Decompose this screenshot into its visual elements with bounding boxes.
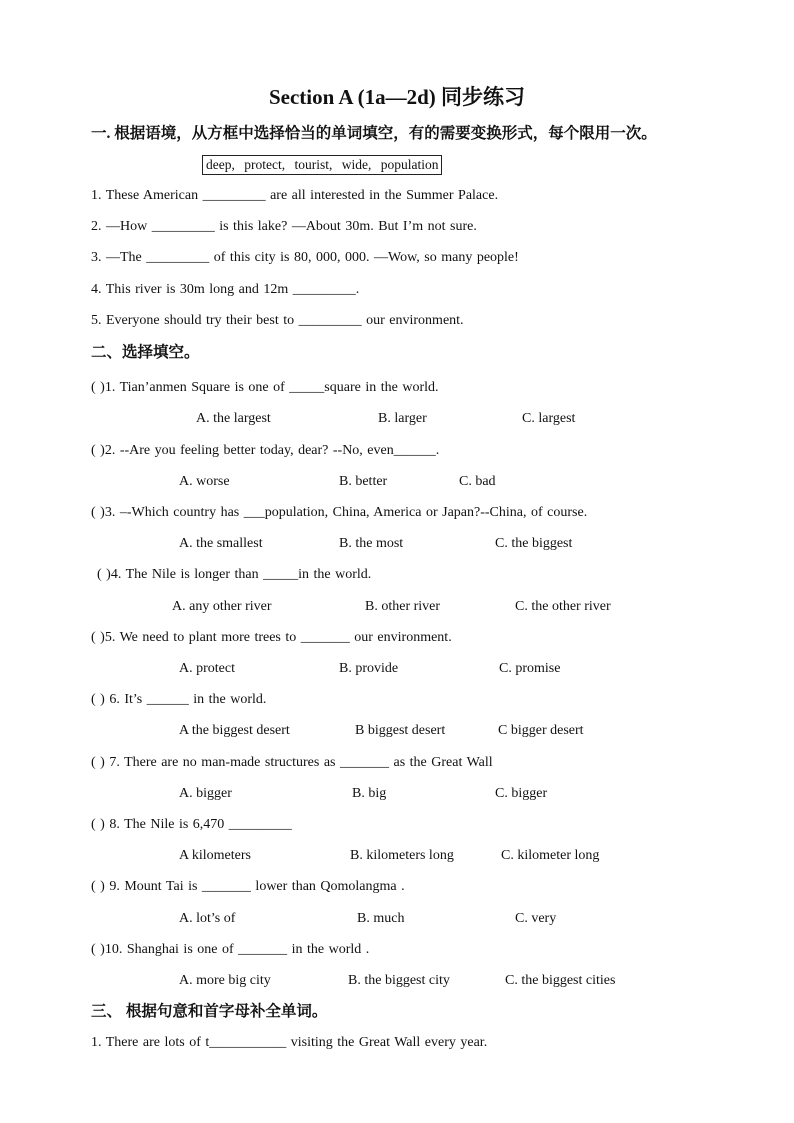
question-1: ( )1. Tian’anmen Square is one of _____square in the world. xyxy=(91,380,439,395)
q9-option-a: A. lot’s of xyxy=(179,911,236,926)
question-6: ( ) 6. It’s ______ in the world. xyxy=(91,692,267,707)
question-9: ( ) 9. Mount Tai is _______ lower than Qomolangma . xyxy=(91,879,405,894)
q3-option-a: A. the smallest xyxy=(179,536,263,551)
section1-heading: 一. 根据语境，从方框中选择恰当的单词填空，有的需要变换形式，每个限用一次。 xyxy=(91,125,657,142)
q10-option-b: B. the biggest city xyxy=(348,973,450,988)
q3-option-b: B. the most xyxy=(339,536,404,551)
fill-item-2: 2. —How _________ is this lake? —About 30m. But I’m not sure. xyxy=(91,219,477,234)
q6-option-b: B biggest desert xyxy=(355,723,446,738)
section3-heading: 三、 根据句意和首字母补全单词。 xyxy=(91,1003,328,1020)
q5-option-b: B. provide xyxy=(339,661,399,676)
q2-option-b: B. better xyxy=(339,474,388,489)
q4-option-a: A. any other river xyxy=(172,599,272,614)
q1-option-a: A. the largest xyxy=(196,411,271,426)
q10-option-a: A. more big city xyxy=(179,973,271,988)
q4-option-b: B. other river xyxy=(365,599,441,614)
question-2: ( )2. --Are you feeling better today, dear? --No, even______. xyxy=(91,443,440,458)
q8-option-a: A kilometers xyxy=(179,848,251,863)
question-10: ( )10. Shanghai is one of _______ in the world . xyxy=(91,942,370,957)
q8-option-c: C. kilometer long xyxy=(501,848,600,863)
q9-option-c: C. very xyxy=(515,911,557,926)
q6-option-a: A the biggest desert xyxy=(179,723,290,738)
q5-option-a: A. protect xyxy=(179,661,235,676)
q5-option-c: C. promise xyxy=(499,661,561,676)
q3-option-c: C. the biggest xyxy=(495,536,573,551)
page-title: Section A (1a—2d) 同步练习 xyxy=(268,85,526,109)
q1-option-c: C. largest xyxy=(522,411,576,426)
q1-option-b: B. larger xyxy=(378,411,427,426)
q2-option-a: A. worse xyxy=(179,474,230,489)
question-8: ( ) 8. The Nile is 6,470 _________ xyxy=(91,817,292,832)
fill-item-5: 5. Everyone should try their best to _________ our environment. xyxy=(91,313,464,328)
q2-option-c: C. bad xyxy=(459,474,496,489)
question-7: ( ) 7. There are no man-made structures as _______ as the Great Wall xyxy=(91,755,493,770)
fill-item-1: 1. These American _________ are all interested in the Summer Palace. xyxy=(91,188,499,203)
q7-option-c: C. bigger xyxy=(495,786,548,801)
q7-option-b: B. big xyxy=(352,786,387,801)
section2-heading: 二、选择填空。 xyxy=(91,344,200,361)
q10-option-c: C. the biggest cities xyxy=(505,973,616,988)
q6-option-c: C bigger desert xyxy=(498,723,584,738)
word-box: deep, protect, tourist, wide, population xyxy=(202,155,442,175)
fill-item-3: 3. —The _________ of this city is 80, 000, 000. —Wow, so many people! xyxy=(91,250,519,265)
question-5: ( )5. We need to plant more trees to _______ our environment. xyxy=(91,630,452,645)
q8-option-b: B. kilometers long xyxy=(350,848,454,863)
question-4: ( )4. The Nile is longer than _____in the world. xyxy=(97,567,372,582)
fill-item-4: 4. This river is 30m long and 12m _________. xyxy=(91,282,360,297)
word-item-1: 1. There are lots of t___________ visiting the Great Wall every year. xyxy=(91,1035,488,1050)
q4-option-c: C. the other river xyxy=(515,599,611,614)
question-3: ( )3. –-Which country has ___population, China, America or Japan?--China, of course. xyxy=(91,505,588,520)
q9-option-b: B. much xyxy=(357,911,405,926)
q7-option-a: A. bigger xyxy=(179,786,232,801)
